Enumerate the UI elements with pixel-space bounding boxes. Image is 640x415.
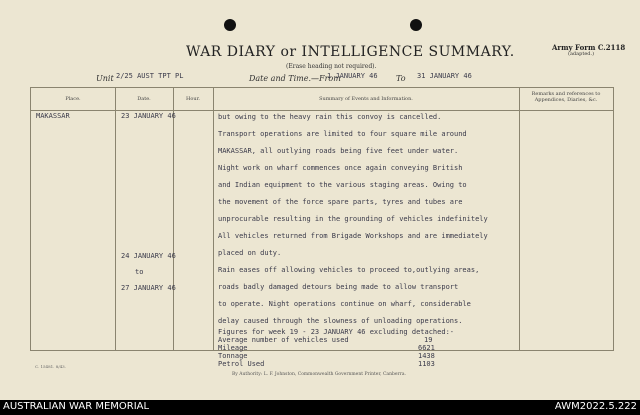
archive-reference: AWM2022.5.222 — [554, 401, 637, 412]
archive-footer — [0, 400, 640, 415]
army-form-label: Army Form C.2118 — [552, 43, 626, 52]
date-entry: 23 JANUARY 46 — [121, 112, 176, 120]
place-entry: MAKASSAR — [36, 112, 70, 120]
col-header-place: Place. — [65, 96, 81, 102]
summary-line: placed on duty. — [218, 249, 282, 257]
col-header-summary: Summary of Events and Information. — [319, 96, 413, 102]
summary-line: but owing to the heavy rain this convoy is cancelled. — [218, 113, 442, 121]
summary-line: to operate. Night operations continue on wharf, considerable — [218, 300, 471, 308]
figures-value: 1103 — [418, 360, 435, 368]
date-label: Date and Time.—From — [249, 74, 341, 83]
from-date: 1 JANUARY 46 — [327, 72, 378, 80]
to-label: To — [396, 74, 406, 83]
summary-line: delay caused through the slowness of unloading operations. — [218, 317, 463, 325]
summary-line: unprocurable resulting in the grounding of vehicles indefinitely — [218, 215, 488, 223]
figures-label: Mileage — [218, 344, 248, 352]
punch-hole — [224, 19, 236, 31]
army-form-note: (adapted.) — [568, 51, 595, 57]
unit-value: 2/25 AUST TPT PL — [116, 72, 184, 80]
summary-line: the movement of the force spare parts, tyres and tubes are — [218, 198, 463, 206]
figures-label: Average number of vehicles used — [218, 336, 349, 344]
figures-value: 6621 — [418, 344, 435, 352]
to-date: 31 JANUARY 46 — [417, 72, 472, 80]
date-range-to: to — [135, 268, 144, 276]
archive-name: AUSTRALIAN WAR MEMORIAL — [3, 401, 150, 412]
summary-line: All vehicles returned from Brigade Workshops and are immediately — [218, 232, 488, 240]
col-header-remarks: Remarks and references to Appendices, Diaries, &c. — [531, 91, 601, 103]
summary-line: roads badly damaged detours being made to allow transport — [218, 283, 459, 291]
page-title: WAR DIARY or INTELLIGENCE SUMMARY. — [186, 44, 515, 60]
print-code: C. 15481. 8/43. — [35, 364, 66, 369]
date-entry: 24 JANUARY 46 — [121, 252, 176, 260]
printer-imprint: By Authority: L. F. Johnston, Commonwealth Government Printer, Canberra. — [232, 372, 406, 377]
summary-line: Night work on wharf commences once again conveying British — [218, 164, 463, 172]
figures-heading: Figures for week 19 - 23 JANUARY 46 excluding detached:- — [218, 328, 455, 336]
summary-line: Transport operations are limited to four square mile around — [218, 130, 467, 138]
figures-value: 19 — [424, 336, 433, 344]
summary-line: and Indian equipment to the various staging areas. Owing to — [218, 181, 467, 189]
figures-label: Petrol Used — [218, 360, 265, 368]
date-entry: 27 JANUARY 46 — [121, 284, 176, 292]
col-header-date: Date. — [137, 96, 151, 102]
summary-line: Rain eases off allowing vehicles to proceed to,outlying areas, — [218, 266, 480, 274]
figures-value: 1438 — [418, 352, 435, 360]
summary-line: MAKASSAR, all outlying roads being five feet under water. — [218, 147, 459, 155]
punch-hole — [410, 19, 422, 31]
figures-label: Tonnage — [218, 352, 248, 360]
col-header-hour: Hour. — [185, 96, 201, 102]
unit-label: Unit — [96, 74, 114, 83]
erase-heading-note: (Erase heading not required). — [286, 63, 377, 70]
